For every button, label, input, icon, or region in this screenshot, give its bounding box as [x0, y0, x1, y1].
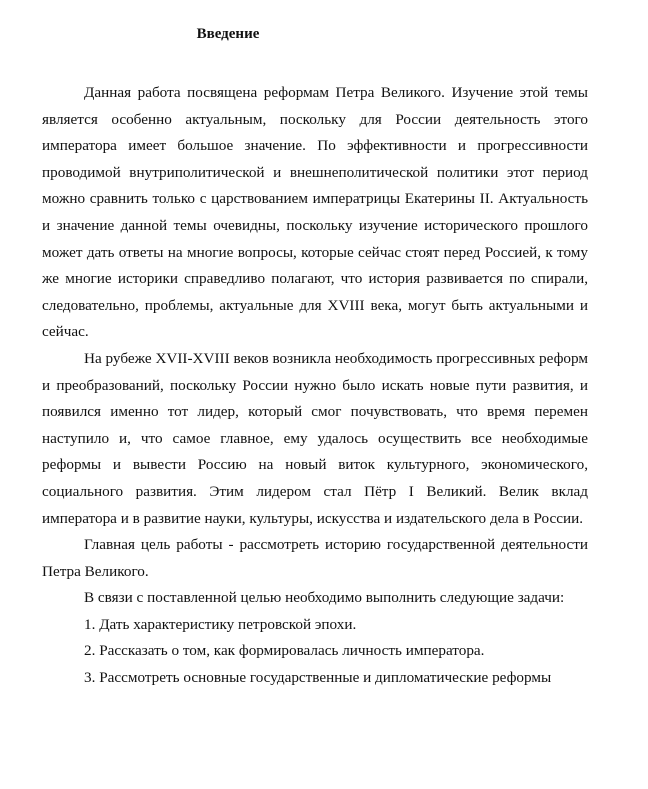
task-list — [42, 612, 588, 692]
document-body — [42, 80, 588, 692]
paragraph-main-goal: Главная цель работы - рассмотреть историю государственной деятельности Петра Великого. — [42, 536, 588, 580]
task-list-item: 3. Рассмотреть основные государственные и дипломатические реформы — [84, 669, 552, 687]
task-list-item: 2. Рассказать о том, как формировалась личность императора. — [84, 642, 485, 660]
document-title: Введение — [196, 26, 260, 42]
task-list-item: 1. Дать характеристику петровской эпохи. — [84, 615, 357, 633]
paragraph-reforms-necessity: На рубеже XVII-XVIII веков возникла необходимость прогрессивных реформ и преобразований, поскольку России нужно было искать новые пути развития, и появился именно тот лидер, который смог почувствовать, что время перемен наступило и, что самое главное, ему удалось осуществить все необходимые реформы и вывести Россию на новый виток культурного, экономического, социального развития. Этим лидером стал Пётр I Великий. Велик вклад императора и в развитие науки, культуры, искусства и издательского дела в России. — [42, 349, 588, 527]
paragraph-relevance: Данная работа посвящена реформам Петра Великого. Изучение этой темы является особенно актуальным, поскольку для России деятельность этого императора имеет большое значение. По эффективности и прогрессивности проводимой внутриполитической и внешнеполитической политики этот период можно сравнить только с царствованием императрицы Екатерины II. Актуальность и значение данной темы очевидны, поскольку изучение исторического прошлого может дать ответы на многие вопросы, которые сейчас стоят перед Россией, к тому же многие историки справедливо полагают, что история развивается по спирали, следовательно, проблемы, актуальные для XVIII века, могут быть актуальными и сейчас. — [42, 84, 588, 341]
paragraph-tasks-intro: В связи с поставленной целью необходимо выполнить следующие задачи: — [84, 589, 565, 607]
